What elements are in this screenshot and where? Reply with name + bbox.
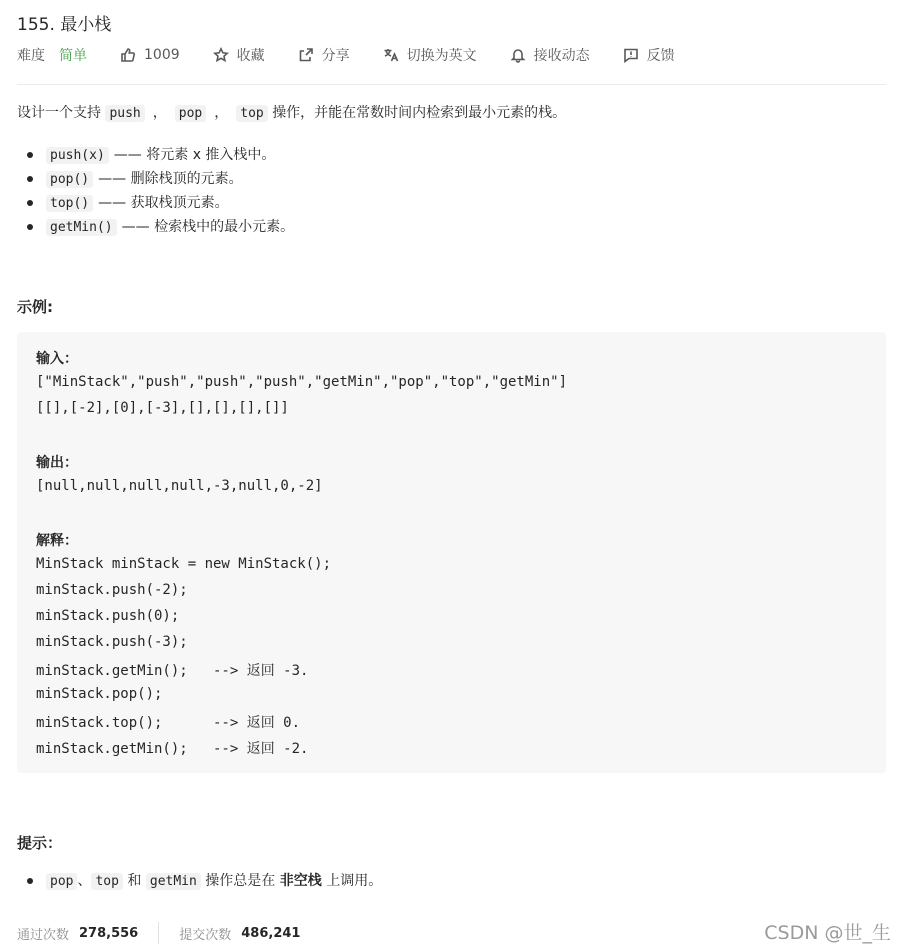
output-line: [null,null,null,null,-3,null,0,-2]	[36, 478, 323, 494]
bell-icon	[510, 47, 526, 63]
explain-line: minStack.getMin(); --> 返回 -2.	[36, 741, 309, 757]
feedback-label: 反馈	[646, 48, 675, 64]
feedback-icon	[623, 47, 639, 63]
list-item: pop 、 top 和 getMin 操作总是在 非空栈 上调用。	[46, 868, 382, 894]
problem-meta-bar	[17, 44, 708, 66]
translate-icon	[383, 47, 399, 63]
explain-line: minStack.push(-3);	[36, 634, 188, 650]
explain-line: minStack.push(-2);	[36, 582, 188, 598]
code-top: top	[236, 105, 267, 122]
submission-stats	[17, 922, 300, 944]
share-icon	[298, 47, 314, 63]
translate-label: 切换为英文	[406, 48, 477, 64]
subscribe-button[interactable]	[510, 45, 590, 65]
list-item: push(x) —— 将元素 x 推入栈中。	[46, 143, 294, 167]
stats-divider	[158, 922, 159, 944]
submitted-count: 486,241	[241, 925, 301, 941]
explain-line: minStack.pop();	[36, 686, 163, 702]
problem-title: 155. 最小栈	[17, 15, 112, 35]
explain-line: minStack.push(0);	[36, 608, 180, 624]
code-push: push	[105, 105, 144, 122]
list-item: pop() —— 删除栈顶的元素。	[46, 167, 294, 191]
code-pop: pop	[175, 105, 206, 122]
feedback-button[interactable]	[623, 45, 675, 65]
explain-label: 解释：	[36, 533, 78, 549]
input-label: 输入：	[36, 351, 78, 367]
favorite-label: 收藏	[236, 48, 265, 64]
problem-description: 设计一个支持 push ， pop ， top 操作，并能在常数时间内检索到最小元素的栈。	[17, 105, 567, 121]
input-line-1: ["MinStack","push","push","push","getMin","pop","top","getMin"]	[36, 374, 568, 390]
share-button[interactable]	[298, 45, 350, 65]
star-icon	[213, 47, 229, 63]
explain-line: minStack.getMin(); --> 返回 -3.	[36, 663, 309, 679]
accepted-label: 通过次数	[17, 927, 70, 943]
example-block	[17, 332, 886, 773]
example-heading: 示例:	[17, 298, 53, 316]
header-divider	[17, 84, 886, 85]
description-intro: 设计一个支持	[17, 105, 101, 121]
list-item: top() —— 获取栈顶元素。	[46, 191, 294, 215]
output-label: 输出：	[36, 455, 78, 471]
hints-heading: 提示：	[17, 834, 63, 852]
explain-line: minStack.top(); --> 返回 0.	[36, 715, 301, 731]
explain-line: MinStack minStack = new MinStack();	[36, 556, 332, 572]
input-line-2: [[],[-2],[0],[-3],[],[],[],[]]	[36, 400, 289, 416]
like-count: 1009	[144, 47, 180, 63]
accepted-count: 278,556	[79, 925, 139, 941]
thumbs-up-icon	[120, 47, 136, 63]
difficulty-label: 难度	[17, 48, 45, 64]
description-suffix: 操作，并能在常数时间内检索到最小元素的栈。	[272, 105, 567, 121]
hints-list	[46, 868, 382, 894]
difficulty-badge: 简单	[59, 48, 87, 64]
operation-list	[46, 143, 294, 239]
favorite-button[interactable]	[213, 45, 265, 65]
subscribe-label: 接收动态	[533, 48, 590, 64]
submitted-label: 提交次数	[179, 927, 232, 943]
like-button[interactable]	[120, 47, 180, 63]
share-label: 分享	[321, 48, 350, 64]
watermark: CSDN @世_生	[764, 922, 891, 944]
translate-button[interactable]	[383, 45, 477, 65]
list-item: getMin() —— 检索栈中的最小元素。	[46, 215, 294, 239]
